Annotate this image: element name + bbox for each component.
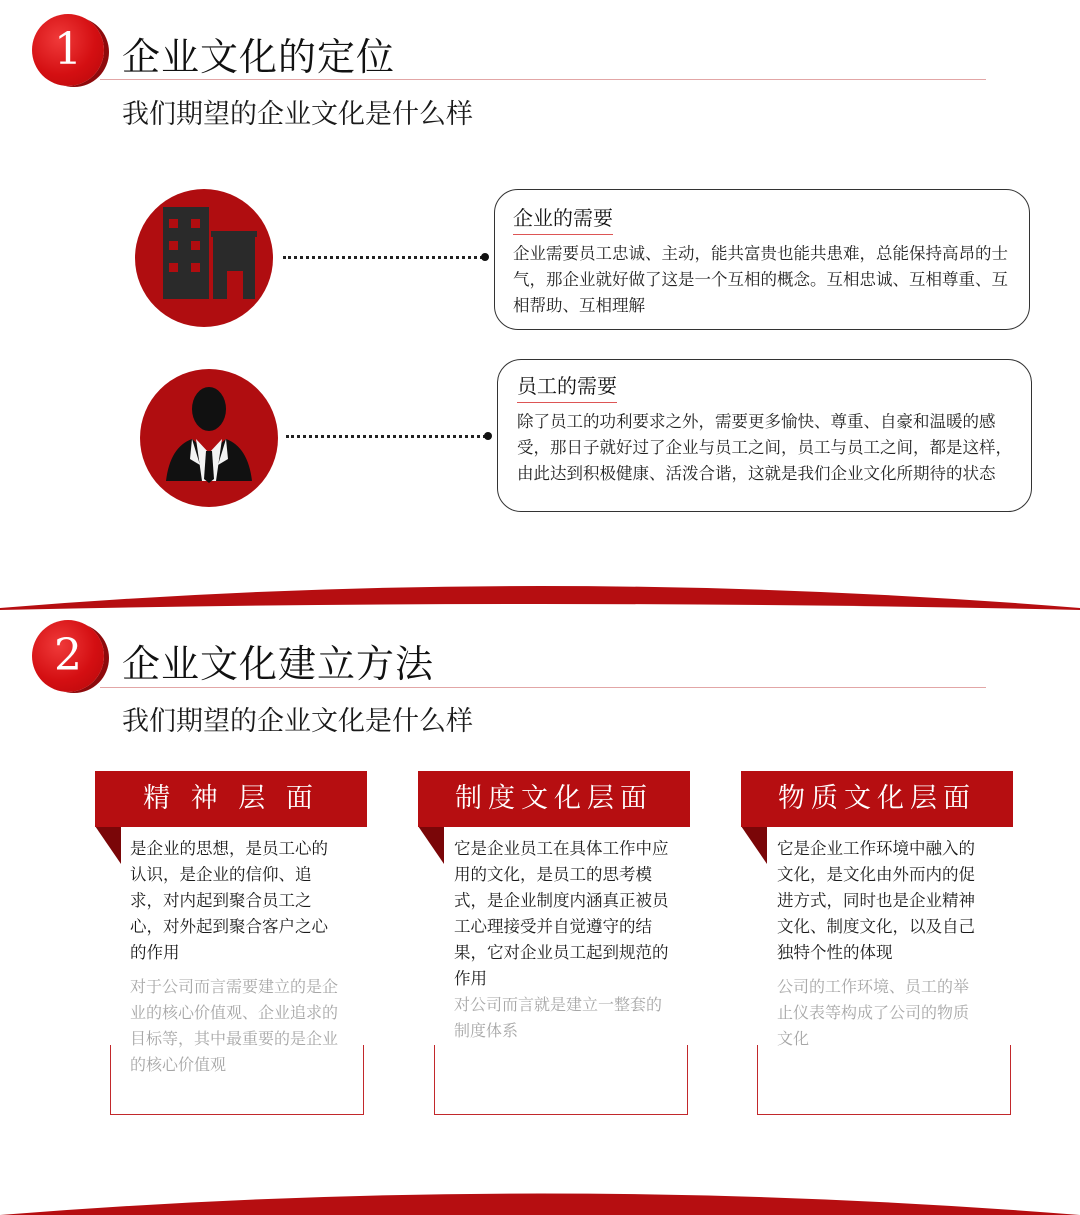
connector-dot-1 xyxy=(481,253,489,261)
enterprise-needs-text: 企业需要员工忠诚、主动，能共富贵也能共患难，总能保持高昂的士气，那企业就好做了这是一个互相的概念。互相忠诚、互相尊重、互相帮助、互相理解 xyxy=(513,244,1008,315)
bottom-swoosh xyxy=(0,1180,1080,1215)
section-2-number-badge xyxy=(32,620,104,692)
card-2-body xyxy=(444,826,670,1046)
card-3-fold xyxy=(741,826,767,864)
enterprise-needs-heading: 企业的需要 xyxy=(513,202,613,235)
card-3-main-text: 它是企业工作环境中融入的文化，是文化由外而内的促进方式，同时也是企业精神文化、制度文化，以及自己独特个性的体现 xyxy=(777,839,975,962)
businessman-icon xyxy=(140,369,278,507)
card-2-frame xyxy=(434,1045,688,1115)
section-2-title: 企业文化建立方法 xyxy=(122,642,435,686)
card-3-title: 物质文化层面 xyxy=(741,771,1013,827)
connector-dot-2 xyxy=(484,432,492,440)
section-1-number: 1 xyxy=(54,24,82,75)
card-2-fold xyxy=(418,826,444,864)
enterprise-needs-icon-circle xyxy=(135,189,273,327)
section-2-number: 2 xyxy=(54,630,82,681)
section-1-subtitle: 我们期望的企业文化是什么样 xyxy=(122,99,473,130)
employee-needs-text: 除了员工的功利要求之外，需要更多愉快、尊重、自豪和温暖的感受，那日子就好过了企业与员工之间，员工与员工之间，都是这样，由此达到积极健康、活泼合谐，这就是我们企业文化所期待的状态 xyxy=(517,412,1012,483)
card-1-fold xyxy=(95,826,121,864)
employee-needs-heading: 员工的需要 xyxy=(517,370,617,403)
section-1-title: 企业文化的定位 xyxy=(122,35,396,79)
connector-dotted-line-2 xyxy=(286,435,486,438)
card-2-note-text: 对公司而言就是建立一整套的制度体系 xyxy=(454,995,663,1040)
employee-needs-icon-circle xyxy=(140,369,278,507)
section-2-subtitle: 我们期望的企业文化是什么样 xyxy=(122,706,473,737)
section-2-divider xyxy=(100,687,986,688)
card-2-title: 制度文化层面 xyxy=(418,771,690,827)
card-1-title: 精 神 层 面 xyxy=(95,771,367,827)
building-icon xyxy=(135,189,273,327)
card-3-body xyxy=(767,826,979,1056)
card-2-main-text: 它是企业员工在具体工作中应用的文化，是员工的思考模式，是企业制度内涵真正被员工心理接受并自觉遵守的结果，它对企业员工起到规范的作用 xyxy=(454,839,669,988)
section-divider-swoosh xyxy=(0,570,1080,610)
card-3-note-text: 公司的工作环境、员工的举止仪表等构成了公司的物质文化 xyxy=(777,977,970,1048)
section-1-divider xyxy=(100,79,986,80)
connector-dotted-line-1 xyxy=(283,256,483,259)
card-1-note-text: 对于公司而言需要建立的是企业的核心价值观、企业追求的目标等，其中最重要的是企业的核心价值观 xyxy=(130,977,339,1074)
section-1-number-badge xyxy=(32,14,104,86)
card-1-body xyxy=(120,826,340,1106)
enterprise-needs-box xyxy=(494,189,1030,330)
employee-needs-box xyxy=(497,359,1032,512)
card-1-main-text: 是企业的思想，是员工心的认识，是企业的信仰、追求，对内起到聚合员工之心，对外起到聚合客户之心的作用 xyxy=(130,839,328,962)
